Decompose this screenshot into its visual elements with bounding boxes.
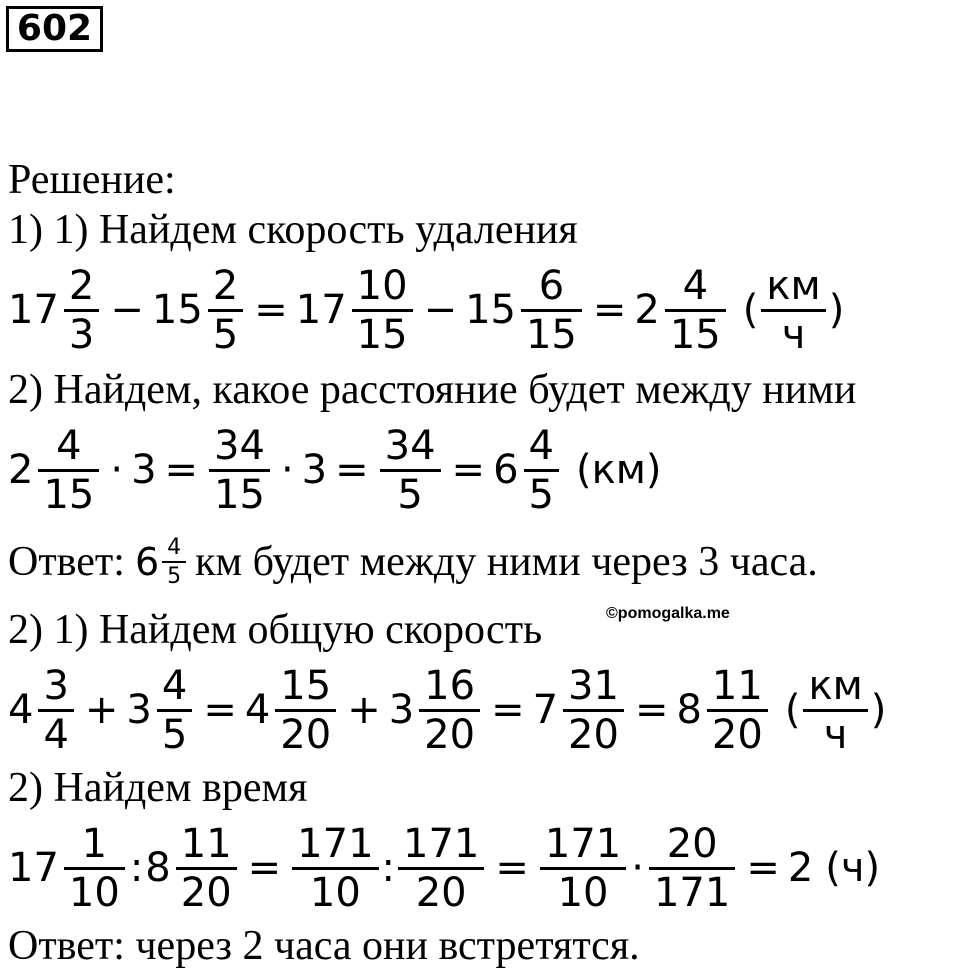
equals-sign: =: [254, 287, 288, 333]
result-value: 2: [787, 845, 814, 891]
part2-equation-time: [8, 820, 881, 916]
fraction: $\frac{10}{15}$: [352, 265, 413, 356]
equals-sign: =: [203, 687, 237, 733]
divide-sign: :: [381, 845, 396, 891]
fraction: $\frac{31}{20}$: [563, 665, 624, 756]
fraction: $\frac{20}{171}$: [649, 823, 735, 914]
times-sign: ·: [280, 447, 294, 493]
equals-sign: =: [164, 447, 199, 493]
fraction: $\frac{34}{5}$: [380, 425, 441, 516]
mixed-whole: 2: [8, 447, 34, 493]
equals-sign: =: [634, 687, 669, 733]
fraction: $\frac{6}{15}$: [521, 265, 582, 356]
fraction: $\frac{4}{15}$: [665, 265, 726, 356]
close-paren: ): [828, 287, 845, 333]
part2-step2-title: 2) Найдем время: [8, 765, 308, 811]
mixed-whole: 3: [388, 687, 415, 733]
equals-sign: =: [592, 287, 627, 333]
plus-sign: +: [347, 687, 381, 733]
mixed-whole: 17: [295, 287, 347, 333]
fraction: $\frac{4}{5}$: [524, 425, 559, 516]
part2-step1-title: 2) 1) Найдем общую скорость: [8, 607, 543, 653]
part1-equation-distance: [8, 422, 662, 518]
part2-equation-speed: [8, 662, 887, 758]
task-number: 602: [6, 6, 103, 52]
divide-sign: :: [129, 845, 144, 891]
mixed-whole: 8: [676, 687, 702, 733]
mixed-whole: 15: [151, 287, 203, 333]
solution-heading: Решение:: [8, 157, 176, 203]
part1-step1-title: 1) 1) Найдем скорость удаления: [8, 207, 578, 253]
fraction: $\frac{34}{15}$: [209, 425, 270, 516]
fraction: $\frac{1}{10}$: [64, 823, 125, 914]
fraction: $\frac{11}{20}$: [707, 665, 768, 756]
minus-sign: −: [423, 287, 458, 333]
equals-sign: =: [491, 687, 525, 733]
mixed-whole: 4: [8, 687, 34, 733]
mixed-whole: 3: [126, 687, 152, 733]
times-sign: ·: [631, 845, 644, 891]
part1-step2-title: 2) Найдем, какое расстояние будет между ними: [8, 367, 857, 413]
multiplier: 3: [131, 447, 157, 493]
close-paren: ): [870, 687, 887, 733]
multiplier: 3: [301, 447, 328, 493]
plus-sign: +: [84, 687, 119, 733]
minus-sign: −: [110, 287, 144, 333]
fraction: $\frac{171}{10}$: [292, 823, 378, 914]
fraction: $\frac{2}{5}$: [208, 265, 243, 356]
fraction: $\frac{11}{20}$: [176, 823, 237, 914]
fraction: $\frac{3}{4}$: [38, 665, 73, 756]
equals-sign: =: [335, 447, 369, 493]
answer-mixed-number: 6 $\frac{4}{5}$: [135, 536, 189, 588]
fraction: $\frac{2}{3}$: [64, 265, 99, 356]
equals-sign: =: [247, 845, 282, 891]
part2-answer: Ответ: через 2 часа они встретятся.: [8, 923, 640, 969]
equals-sign: =: [451, 447, 486, 493]
answer-prefix: Ответ:: [8, 539, 125, 585]
fraction: $\frac{4}{15}$: [38, 425, 99, 516]
fraction: $\frac{171}{20}$: [398, 823, 484, 914]
fraction: $\frac{4}{5}$: [157, 665, 192, 756]
answer-suffix: км будет между ними через 3 часа.: [195, 539, 818, 585]
times-sign: ·: [110, 447, 124, 493]
mixed-whole: 17: [8, 287, 59, 333]
equals-sign: =: [495, 845, 529, 891]
unit-km: (км): [575, 447, 662, 493]
fraction: $\frac{16}{20}$: [419, 665, 480, 756]
mixed-whole: 2: [634, 287, 660, 333]
open-paren: (: [742, 287, 759, 333]
unit-hours: (ч): [825, 845, 881, 891]
unit-fraction: $\frac{км}{ч}$: [803, 665, 867, 756]
fraction: $\frac{171}{10}$: [540, 823, 626, 914]
mixed-whole: 4: [244, 687, 271, 733]
mixed-whole: 6: [493, 447, 519, 493]
mixed-whole: 7: [532, 687, 559, 733]
fraction: $\frac{15}{20}$: [275, 665, 336, 756]
part1-answer: [8, 532, 818, 592]
mixed-whole: 17: [8, 845, 59, 891]
watermark: ©pomogalka.me: [606, 605, 730, 622]
mixed-whole: 15: [465, 287, 516, 333]
equals-sign: =: [746, 845, 780, 891]
mixed-whole: 8: [145, 845, 171, 891]
open-paren: (: [784, 687, 801, 733]
part1-equation-speed: [8, 262, 845, 358]
unit-fraction: $\frac{км}{ч}$: [761, 265, 825, 356]
